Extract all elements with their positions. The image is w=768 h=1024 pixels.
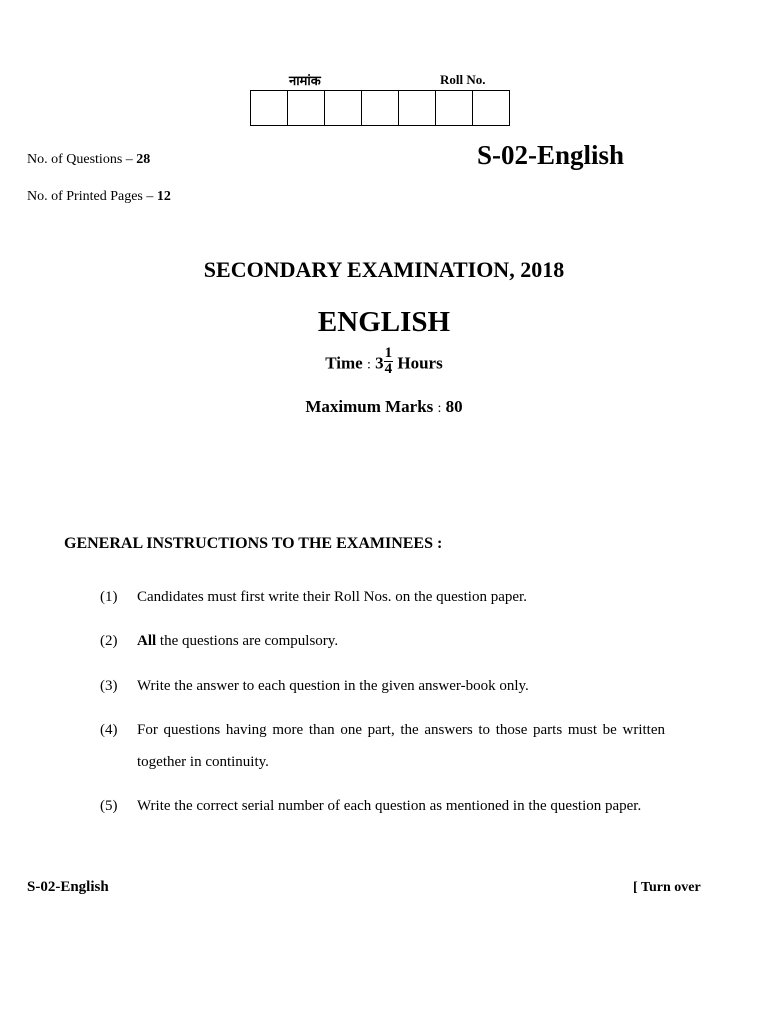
paper-code: S-02-English [477, 140, 625, 170]
num-questions [27, 152, 150, 168]
rollno-box[interactable] [435, 90, 472, 126]
instruction-text-body: Write the correct serial number of each question as mentioned in the question paper. [137, 798, 642, 814]
num-pages-label: No. of Printed Pages – [27, 189, 157, 204]
maximum-marks [0, 397, 768, 417]
subject-title: ENGLISH [317, 306, 451, 338]
time-unit: Hours [397, 353, 443, 373]
rollno-box[interactable] [398, 90, 435, 126]
instruction-text-body: Write the answer to each question in the given answer-book only. [137, 678, 529, 694]
marks-value: 80 [445, 397, 463, 416]
marks-separator: : [437, 401, 442, 416]
exam-title: SECONDARY EXAMINATION, 2018 [203, 257, 565, 282]
instruction-text-body: the questions are compulsory. [156, 633, 339, 649]
turn-over-label: [ Turn over [633, 880, 701, 895]
instruction-text [137, 581, 665, 613]
time-numerator: 1 [384, 345, 393, 361]
instructions-heading: GENERAL INSTRUCTIONS TO THE EXAMINEES : [64, 535, 443, 552]
instruction-item [100, 790, 665, 822]
instruction-item [100, 625, 665, 657]
rollno-box[interactable] [287, 90, 324, 126]
instruction-text [137, 714, 665, 778]
time-allowed [0, 345, 768, 377]
rollno-box[interactable] [472, 90, 510, 126]
time-separator: : [366, 357, 371, 373]
instruction-text-body: Candidates must first write their Roll Nos. on the question paper. [137, 589, 527, 605]
instruction-text [137, 670, 665, 702]
rollno-label: Roll No. [440, 72, 486, 87]
rollno-boxes [250, 90, 510, 126]
footer-paper-code: S-02-English [27, 879, 109, 895]
instruction-number: (2) [100, 633, 118, 649]
instruction-text-body: For questions having more than one part, the answers to those parts must be written together in continuity. [137, 722, 665, 770]
num-pages-value: 12 [156, 189, 171, 204]
rollno-box[interactable] [250, 90, 287, 126]
instruction-text [137, 625, 665, 657]
time-whole: 3 [375, 353, 384, 373]
time-fraction [384, 346, 394, 377]
instruction-number: (3) [100, 678, 118, 694]
time-denominator: 4 [384, 361, 393, 377]
rollno-box[interactable] [361, 90, 398, 126]
instruction-item [100, 581, 665, 613]
instruction-item [100, 714, 665, 778]
marks-label: Maximum Marks [305, 397, 434, 416]
num-pages [27, 189, 171, 205]
instruction-number: (4) [100, 722, 118, 738]
instruction-number: (1) [100, 589, 118, 605]
rollno-label-hindi: नामांक [289, 74, 321, 89]
instruction-item [100, 670, 665, 702]
instruction-text [137, 790, 665, 822]
num-questions-value: 28 [136, 152, 151, 167]
rollno-box[interactable] [324, 90, 361, 126]
time-label: Time [325, 353, 363, 373]
num-questions-label: No. of Questions – [27, 152, 137, 167]
instruction-number: (5) [100, 798, 118, 814]
instruction-bold-prefix: All [137, 633, 157, 649]
